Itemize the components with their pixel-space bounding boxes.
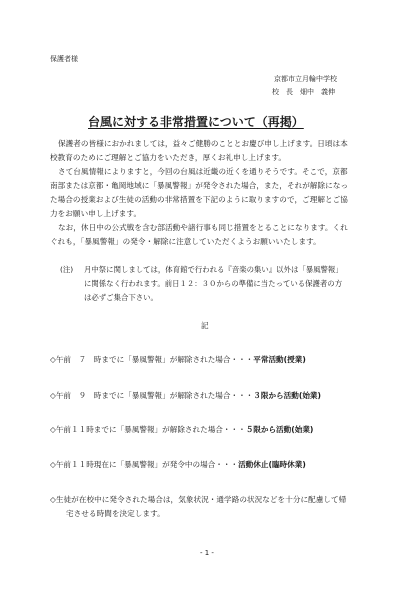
schedule-item: [50, 356, 306, 364]
paragraph-line: 保護者の皆様におかれましては，益々ご健勝のこととお慶び申し上げます。日頃は本: [58, 139, 348, 148]
schedule-item-condition: ◇午前 ７ 時までに「暴風警報」が解除された場合・・・: [50, 355, 254, 364]
paragraph-line: た場合の授業および生徒の活動の非常措置を下記のように取りますので，ご理解とご協: [50, 195, 348, 204]
schedule-item-result: ５限から活動(始業): [245, 425, 314, 434]
addressee: 保護者様: [50, 55, 78, 63]
principal-name: 校 長 畑中 義伸: [272, 88, 335, 96]
note-line: に関係なく行われます。前日１２：３０からの準備に当たっている保護者の方: [84, 279, 343, 288]
schedule-item-condition: ◇午前１１時までに「暴風警報」が解除された場合・・・: [50, 425, 246, 434]
document-title: 台風に対する非常措置について（再掲）: [88, 115, 304, 129]
page-number: - 1 -: [200, 549, 214, 557]
schedule-item: [50, 461, 306, 469]
note-label: (注): [60, 265, 74, 274]
paragraph-line: ぐれも，「暴風警報」の発令・解除に注意していただくようお願いいたします。: [50, 237, 321, 246]
paragraph-line: 力をお願い申し上げます。: [50, 209, 142, 218]
ki-heading: 記: [201, 321, 209, 330]
note-line: 月中祭に関しましては，体育館で行われる『音楽の集い』以外は「暴風警報」: [84, 265, 343, 274]
paragraph-line: 南部または京都・亀岡地域に「暴風警報」が発令された場合，また，それが解除になっ: [50, 181, 349, 190]
schedule-item: [50, 426, 313, 434]
paragraph-line: 校教育のためにご理解とご協力をいただき，厚くお礼申し上げます。: [50, 153, 287, 162]
schedule-item-result: ３限から活動(始業): [253, 391, 321, 400]
school-name: 京都市立月輪中学校: [274, 75, 337, 83]
schedule-item-condition: ◇午前 ９ 時までに「暴風警報」が解除された場合・・・: [50, 391, 254, 400]
schedule-item-result: 平常活動(授業): [253, 355, 306, 364]
paragraph-line: なお，休日中の公式戦を含む部活動や諸行事も同じ措置をとることになります。くれ: [58, 223, 348, 232]
closing-line: ◇生徒が在校中に発令された場合は，気象状況・通学路の状況などを十分に配慮して帰: [50, 495, 347, 504]
closing-line: 宅させる時間を決定します。: [66, 509, 165, 518]
schedule-item-condition: ◇午前１１時現在に「暴風警報」が発令中の場合・・・: [50, 460, 239, 469]
note-line: は必ずご集合下さい。: [84, 293, 158, 302]
schedule-item: [50, 392, 321, 400]
schedule-item-result: 活動休止(臨時休業): [238, 460, 306, 469]
paragraph-line: さて台風情報によりますと，今回の台風は近畿の近くを通りそうです。そこで，京都: [58, 167, 348, 176]
